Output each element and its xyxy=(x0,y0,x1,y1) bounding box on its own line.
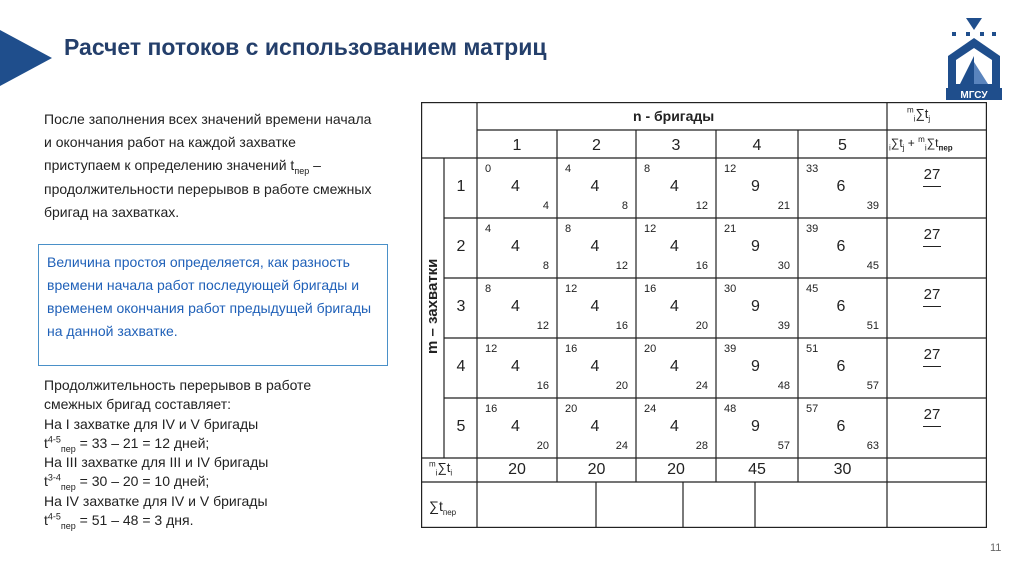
brigade-header-3: 3 xyxy=(671,137,681,154)
row-sum-bar-5 xyxy=(923,426,941,427)
corner-accent-triangle xyxy=(0,30,52,86)
cell-end-5-3: 28 xyxy=(695,440,708,452)
callout-text: Величина простоя определяется, как разность времени начала работ последующей бригады и временем окончания работ предыдущей бригады на данной захватке. xyxy=(47,254,372,339)
cell-end-1-2: 8 xyxy=(621,200,628,212)
intro-paragraph: После заполнения всех значений времени начала и окончания работ на каждой захватке приступаем к определению значений $t_{пер}$ – продолжительности перерывов в работе смежных бригад на захватках. xyxy=(44,111,372,220)
row-sum-bar-1 xyxy=(923,186,941,187)
cell-end-4-3: 24 xyxy=(695,380,708,392)
row-sum-bar-2 xyxy=(923,246,941,247)
slide-title: Расчет потоков с использованием матриц xyxy=(64,34,547,60)
cell-duration-5-2: 4 xyxy=(590,418,600,435)
cell-start-5-1: 16 xyxy=(485,403,498,415)
col-sum-4: 45 xyxy=(748,461,766,478)
cell-end-3-5: 51 xyxy=(866,320,879,332)
row-sum-3 xyxy=(917,286,947,307)
cell-end-3-4: 39 xyxy=(777,320,790,332)
row-sum-value-2: 27 xyxy=(923,226,941,243)
zone-header-2: 2 xyxy=(456,238,466,255)
cell-start-2-4: 21 xyxy=(724,223,737,235)
cell-end-2-2: 12 xyxy=(615,260,628,272)
cell-end-3-3: 20 xyxy=(695,320,708,332)
cell-duration-2-1: 4 xyxy=(511,238,520,255)
cell-duration-4-4: 9 xyxy=(751,358,760,375)
row-sum-value-5: 27 xyxy=(923,406,941,423)
cell-start-1-1: 0 xyxy=(485,163,492,175)
row-sum-value-1: 27 xyxy=(923,166,941,183)
cell-end-1-4: 21 xyxy=(777,200,790,212)
cell-start-5-5: 57 xyxy=(806,403,819,415)
cell-end-4-4: 48 xyxy=(777,380,790,392)
cell-start-4-3: 20 xyxy=(644,343,657,355)
cell-end-5-5: 63 xyxy=(866,440,879,452)
cell-end-2-4: 30 xyxy=(777,260,790,272)
cell-duration-5-3: 4 xyxy=(670,418,679,435)
para3-line1: Продолжительность перерывов в работе xyxy=(44,377,312,393)
cell-duration-3-3: 4 xyxy=(670,298,679,315)
sum-col-header-top: $^m_i\sum t_j$ xyxy=(907,105,931,124)
row-sum-value-3: 27 xyxy=(923,286,941,303)
col-sum-1: 20 xyxy=(508,461,526,478)
pause-durations-paragraph xyxy=(44,376,384,530)
cell-end-5-4: 57 xyxy=(777,440,790,452)
flow-matrix-table xyxy=(421,102,987,528)
cell-start-3-4: 30 xyxy=(724,283,737,295)
cell-duration-4-2: 4 xyxy=(590,358,600,375)
cell-duration-5-5: 6 xyxy=(836,418,846,435)
cell-start-4-5: 51 xyxy=(806,343,819,355)
col-sum-2: 20 xyxy=(587,461,606,478)
cell-start-4-1: 12 xyxy=(485,343,498,355)
zone-header-3: 3 xyxy=(456,298,466,315)
sum-row-label: $^m_i\sum t_i$ xyxy=(429,459,453,478)
cell-end-4-1: 16 xyxy=(536,380,549,392)
case2-formula: $t^{3-4}_{пер} = 30 - 20 = 10$ дней; xyxy=(44,472,210,493)
col-sum-3: 20 xyxy=(667,461,685,478)
row-sum-4 xyxy=(917,346,947,367)
cell-duration-1-2: 4 xyxy=(590,178,600,195)
row-sum-2 xyxy=(917,226,947,247)
cell-end-4-5: 57 xyxy=(866,380,879,392)
row-sum-bar-4 xyxy=(923,366,941,367)
cell-end-1-5: 39 xyxy=(866,200,879,212)
cell-duration-2-2: 4 xyxy=(590,238,600,255)
cell-duration-3-4: 9 xyxy=(751,298,760,315)
cell-end-5-2: 24 xyxy=(615,440,628,452)
cell-duration-2-3: 4 xyxy=(670,238,679,255)
case1-title: На I захватке для IV и V бригады xyxy=(44,415,259,432)
cell-duration-4-1: 4 xyxy=(511,358,520,375)
cell-start-1-4: 12 xyxy=(724,163,737,175)
cell-start-4-2: 16 xyxy=(565,343,578,355)
col-sum-5: 30 xyxy=(833,461,852,478)
cell-start-5-2: 20 xyxy=(565,403,578,415)
para3-line2: смежных бригад составляет: xyxy=(44,396,232,413)
cell-start-1-2: 4 xyxy=(565,163,572,175)
case2-title: На III захватке для III и IV бригады xyxy=(44,454,269,471)
logo-text: МГСУ xyxy=(960,90,988,101)
page-number: 11 xyxy=(990,542,1002,554)
cell-start-3-2: 12 xyxy=(565,283,578,295)
row-sum-value-4: 27 xyxy=(923,346,941,363)
cell-duration-4-3: 4 xyxy=(670,358,679,375)
cell-duration-1-4: 9 xyxy=(751,178,760,195)
cell-end-3-1: 12 xyxy=(536,320,549,332)
cell-duration-2-5: 6 xyxy=(836,238,846,255)
cell-duration-3-2: 4 xyxy=(590,298,600,315)
cell-start-5-3: 24 xyxy=(644,403,657,415)
cell-end-2-3: 16 xyxy=(695,260,708,272)
cell-start-5-4: 48 xyxy=(724,403,737,415)
cell-start-2-5: 39 xyxy=(806,223,819,235)
brigade-header-4: 4 xyxy=(752,137,762,154)
cell-duration-4-5: 6 xyxy=(836,358,846,375)
zones-header: m – захватки xyxy=(424,258,441,354)
cell-start-3-1: 8 xyxy=(485,283,492,295)
zone-header-5: 5 xyxy=(456,418,466,435)
cell-duration-5-1: 4 xyxy=(511,418,520,435)
brigade-header-2: 2 xyxy=(592,137,601,154)
pause-row-label: $\sum t_{пер}$ xyxy=(429,498,457,517)
row-sum-5 xyxy=(917,406,947,427)
zone-header-4: 4 xyxy=(456,358,466,375)
cell-end-1-1: 4 xyxy=(542,200,549,212)
sum-col-header-bottom: $_i\sum t_j + ^m_i\sum t_{пер}$ xyxy=(889,135,953,153)
cell-start-1-5: 33 xyxy=(806,163,819,175)
zone-header-1: 1 xyxy=(456,178,466,195)
case3-title: На IV захватке для IV и V бригады xyxy=(44,492,268,509)
cell-duration-3-5: 6 xyxy=(836,298,846,315)
cell-start-2-3: 12 xyxy=(644,223,657,235)
cell-end-1-3: 12 xyxy=(695,200,708,212)
brigade-header-5: 5 xyxy=(838,137,847,154)
cell-duration-3-1: 4 xyxy=(511,298,520,315)
case3-formula: $t^{4-5}_{пер} = 51 - 48 = 3$ дня. xyxy=(44,511,194,531)
row-sum-1 xyxy=(917,166,947,187)
cell-duration-2-4: 9 xyxy=(751,238,760,255)
case1-formula: $t^{4-5}_{пер} = 33 - 21 = 12$ дней; xyxy=(44,434,210,454)
cell-start-4-4: 39 xyxy=(724,343,737,355)
cell-start-2-1: 4 xyxy=(485,223,492,235)
cell-end-5-1: 20 xyxy=(536,440,549,452)
cell-end-4-2: 20 xyxy=(615,380,628,392)
mgsu-logo-icon xyxy=(944,16,1004,102)
brigade-header-1: 1 xyxy=(512,137,522,154)
cell-duration-5-4: 9 xyxy=(751,418,760,435)
cell-duration-1-1: 4 xyxy=(511,178,520,195)
row-sum-bar-3 xyxy=(923,306,941,307)
cell-start-3-5: 45 xyxy=(806,283,819,295)
cell-end-3-2: 16 xyxy=(615,320,628,332)
definition-callout xyxy=(38,244,388,366)
cell-end-2-5: 45 xyxy=(866,260,879,272)
cell-duration-1-5: 6 xyxy=(836,178,846,195)
cell-start-3-3: 16 xyxy=(644,283,657,295)
brigades-header: n - бригады xyxy=(633,108,715,124)
cell-end-2-1: 8 xyxy=(542,260,549,272)
cell-start-1-3: 8 xyxy=(644,163,651,175)
cell-duration-1-3: 4 xyxy=(670,178,679,195)
cell-start-2-2: 8 xyxy=(565,223,572,235)
